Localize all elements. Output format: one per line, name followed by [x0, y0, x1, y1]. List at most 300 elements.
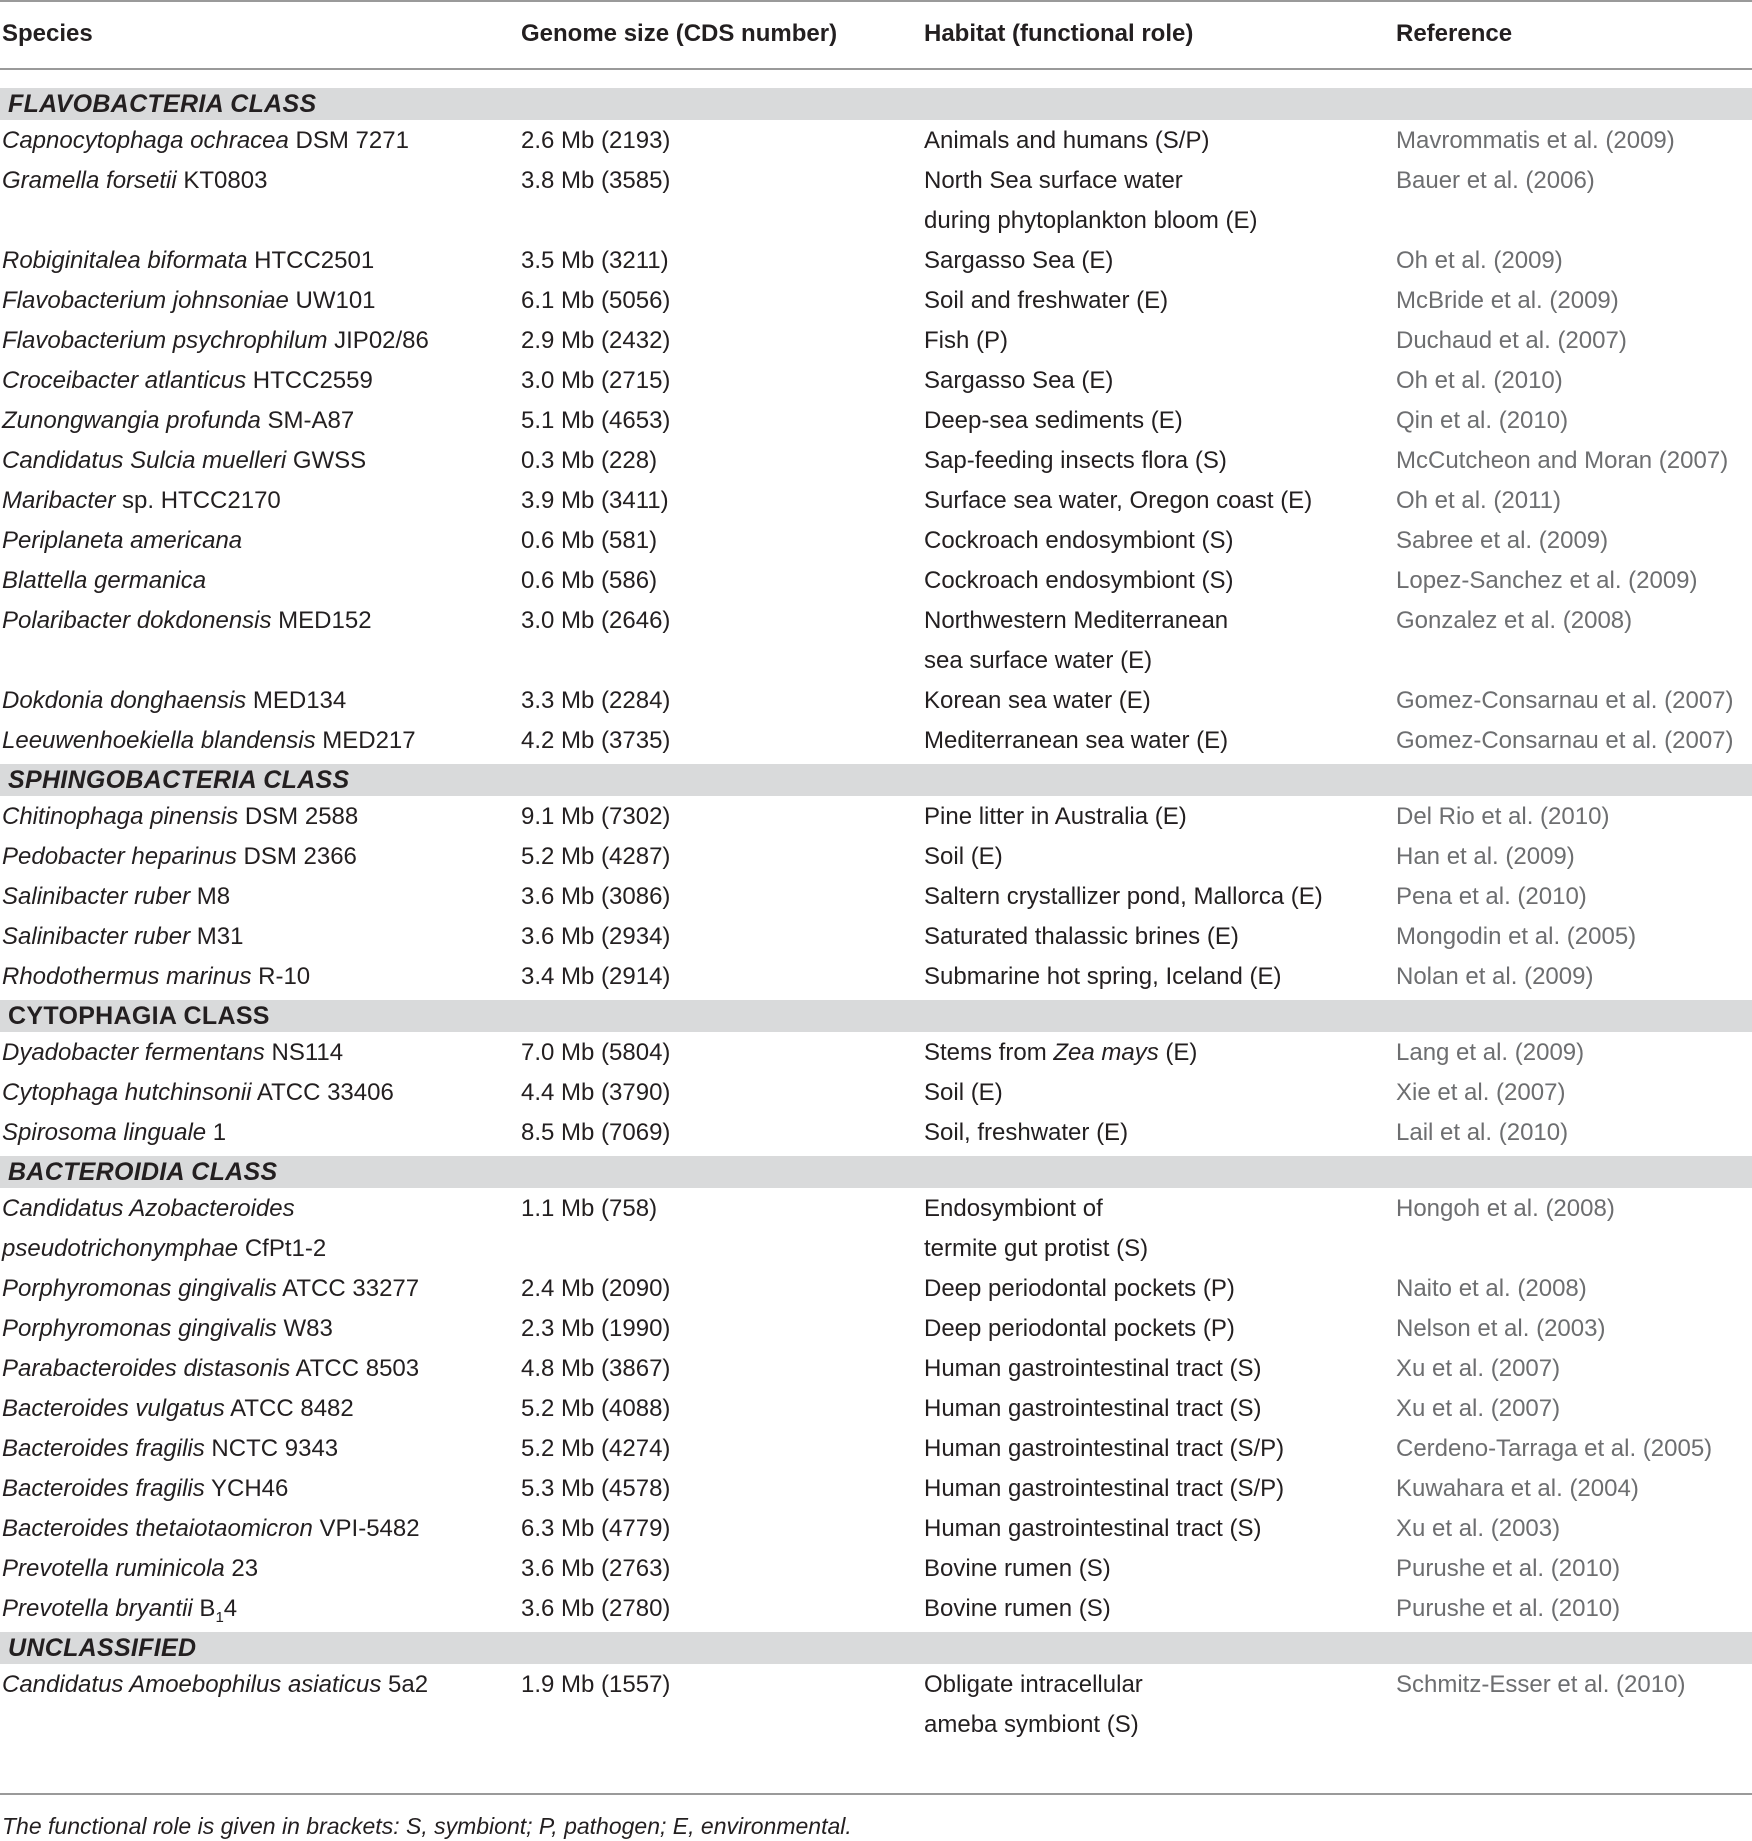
genome-size-value: 4.8 Mb (3867)	[521, 1355, 671, 1382]
habitat-line: Soil (E)	[924, 843, 1003, 870]
genome-size-value: 3.4 Mb (2914)	[521, 963, 671, 990]
habitat-cell	[924, 1389, 1261, 1429]
species-name: Rhodothermus marinus	[2, 963, 252, 990]
genome-size-value: 3.0 Mb (2715)	[521, 367, 671, 394]
species-name: Dyadobacter fermentans	[2, 1039, 265, 1066]
habitat-line: Obligate intracellular	[924, 1671, 1143, 1698]
genome-size-cell	[521, 1469, 670, 1509]
habitat-line: Soil (E)	[924, 1079, 1003, 1106]
reference-cell	[1396, 1073, 1565, 1113]
reference-cell	[1396, 957, 1593, 997]
habitat-cell	[924, 837, 1003, 877]
strain-label: ATCC 8503	[290, 1355, 420, 1382]
habitat-cell	[924, 721, 1228, 761]
strain-label: HTCC2501	[247, 247, 375, 274]
table-row	[0, 361, 1752, 401]
reference-text: Kuwahara et al. (2004)	[1396, 1475, 1639, 1502]
table-row	[0, 797, 1752, 837]
section-header	[0, 1000, 1752, 1032]
reference-cell	[1396, 1665, 1685, 1705]
habitat-cell	[924, 521, 1233, 561]
reference-cell	[1396, 1429, 1712, 1469]
species-name: Salinibacter ruber	[2, 923, 191, 950]
table-row	[0, 241, 1752, 281]
species-cell	[2, 1269, 419, 1309]
genome-size-value: 3.6 Mb (2763)	[521, 1555, 671, 1582]
reference-cell	[1396, 681, 1734, 721]
table-row	[0, 1269, 1752, 1309]
species-line	[2, 1549, 258, 1589]
genome-size-cell	[521, 1589, 670, 1629]
reference-text: Xu et al. (2007)	[1396, 1395, 1561, 1422]
reference-text: Nolan et al. (2009)	[1396, 963, 1594, 990]
strain-label: sp. HTCC2170	[115, 487, 281, 514]
species-line	[2, 281, 376, 321]
reference-text: Gonzalez et al. (2008)	[1396, 607, 1633, 634]
species-name: Flavobacterium psychrophilum	[2, 327, 328, 354]
species-cell	[2, 1589, 237, 1629]
strain-label: CfPt1-2	[238, 1235, 327, 1262]
genome-size-value: 3.9 Mb (3411)	[521, 487, 669, 514]
header-habitat: Habitat (functional role)	[924, 20, 1194, 47]
table-header	[0, 0, 1752, 70]
species-cell	[2, 1389, 354, 1429]
reference-text: Gomez-Consarnau et al. (2007)	[1396, 727, 1734, 754]
section-title: UNCLASSIFIED	[8, 1634, 197, 1662]
habitat-cell	[924, 1469, 1284, 1509]
section-title: CYTOPHAGIA CLASS	[8, 1002, 270, 1030]
species-name: Parabacteroides distasonis	[2, 1355, 291, 1382]
species-name: Bacteroides thetaiotaomicron	[2, 1515, 313, 1542]
species-cell	[2, 401, 354, 441]
habitat-line: during phytoplankton bloom (E)	[924, 207, 1258, 234]
section-header	[0, 88, 1752, 120]
genome-size-value: 3.0 Mb (2646)	[521, 607, 671, 634]
habitat-cell	[924, 281, 1168, 321]
habitat-cell	[924, 601, 1228, 681]
reference-text: Oh et al. (2010)	[1396, 367, 1563, 394]
genome-size-cell	[521, 281, 670, 321]
strain-subscript: 1	[215, 1609, 224, 1626]
habitat-line: Sap-feeding insects flora (S)	[924, 447, 1227, 474]
species-line	[2, 721, 416, 761]
genome-size-cell	[521, 361, 670, 401]
habitat-cell	[924, 681, 1151, 721]
reference-cell	[1396, 1389, 1560, 1429]
habitat-cell	[924, 481, 1312, 521]
strain-label: NCTC 9343	[204, 1435, 339, 1462]
species-name: Bacteroides vulgatus	[2, 1395, 225, 1422]
genome-size-value: 0.3 Mb (228)	[521, 447, 658, 474]
species-line	[2, 161, 267, 201]
strain-label: ATCC 33277	[276, 1275, 420, 1302]
table-row	[0, 1509, 1752, 1549]
header-reference: Reference	[1396, 20, 1513, 47]
species-name: Zunongwangia profunda	[2, 407, 261, 434]
genome-size-cell	[521, 1549, 670, 1589]
species-line	[2, 241, 374, 281]
species-cell	[2, 917, 243, 957]
species-line	[2, 957, 310, 997]
reference-text: Nelson et al. (2003)	[1396, 1315, 1606, 1342]
genome-size-value: 5.3 Mb (4578)	[521, 1475, 671, 1502]
species-name: Gramella forsetii	[2, 167, 177, 194]
species-name: Croceibacter atlanticus	[2, 367, 247, 394]
reference-cell	[1396, 241, 1563, 281]
species-cell	[2, 1469, 288, 1509]
strain-label: UW101	[288, 287, 376, 314]
genome-size-value: 9.1 Mb (7302)	[521, 803, 671, 830]
habitat-line: termite gut protist (S)	[924, 1235, 1149, 1262]
reference-cell	[1396, 281, 1619, 321]
habitat-line: sea surface water (E)	[924, 647, 1153, 674]
species-cell	[2, 601, 372, 641]
genome-size-cell	[521, 837, 670, 877]
genome-size-value: 6.1 Mb (5056)	[521, 287, 671, 314]
strain-label: 5a2	[381, 1671, 429, 1698]
species-name: Pedobacter heparinus	[2, 843, 237, 870]
strain-label: DSM 2366	[236, 843, 357, 870]
reference-text: Schmitz-Esser et al. (2010)	[1396, 1671, 1686, 1698]
habitat-cell	[924, 321, 1008, 361]
section-header	[0, 764, 1752, 796]
species-line	[2, 681, 346, 721]
genome-size-value: 3.8 Mb (3585)	[521, 167, 671, 194]
species-cell	[2, 837, 357, 877]
table-row	[0, 1469, 1752, 1509]
reference-cell	[1396, 601, 1632, 641]
genome-size-cell	[521, 521, 657, 561]
genome-size-cell	[521, 561, 657, 601]
genome-size-value: 8.5 Mb (7069)	[521, 1119, 671, 1146]
habitat-line: Deep-sea sediments (E)	[924, 407, 1183, 434]
table-row	[0, 721, 1752, 761]
reference-text: Mavrommatis et al. (2009)	[1396, 127, 1675, 154]
genome-size-value: 1.1 Mb (758)	[521, 1195, 658, 1222]
reference-text: Qin et al. (2010)	[1396, 407, 1569, 434]
genome-size-cell	[521, 441, 657, 481]
section-header	[0, 1156, 1752, 1188]
habitat-line: Cockroach endosymbiont (S)	[924, 567, 1234, 594]
species-name: Candidatus Azobacteroides	[2, 1195, 295, 1222]
strain-label: SM-A87	[260, 407, 355, 434]
genome-size-value: 1.9 Mb (1557)	[521, 1671, 671, 1698]
species-line	[2, 1389, 354, 1429]
habitat-line: Northwestern Mediterranean	[924, 607, 1229, 634]
strain-label: KT0803	[176, 167, 268, 194]
strain-label: DSM 2588	[238, 803, 359, 830]
reference-cell	[1396, 917, 1636, 957]
habitat-cell	[924, 1269, 1235, 1309]
species-line	[2, 1589, 237, 1629]
genome-size-cell	[521, 241, 669, 281]
reference-text: Bauer et al. (2006)	[1396, 167, 1595, 194]
habitat-line: Mediterranean sea water (E)	[924, 727, 1229, 754]
table-row	[0, 877, 1752, 917]
habitat-species: Zea mays	[1053, 1039, 1159, 1066]
species-cell	[2, 1309, 333, 1349]
genome-size-cell	[521, 957, 670, 997]
species-line	[2, 361, 373, 401]
habitat-cell	[924, 1429, 1284, 1469]
habitat-cell	[924, 561, 1233, 601]
strain-label: YCH46	[204, 1475, 289, 1502]
habitat-line: Human gastrointestinal tract (S)	[924, 1395, 1262, 1422]
habitat-line: Human gastrointestinal tract (S)	[924, 1515, 1262, 1542]
reference-cell	[1396, 1349, 1560, 1389]
reference-text: Naito et al. (2008)	[1396, 1275, 1587, 1302]
genome-size-cell	[521, 1113, 670, 1153]
species-line	[2, 917, 243, 957]
reference-cell	[1396, 1189, 1615, 1229]
habitat-line: Endosymbiont of	[924, 1195, 1103, 1222]
table-row	[0, 1589, 1752, 1629]
habitat-line: Surface sea water, Oregon coast (E)	[924, 487, 1313, 514]
reference-cell	[1396, 521, 1608, 561]
species-line	[2, 1665, 428, 1705]
species-cell	[2, 1509, 420, 1549]
genome-size-cell	[521, 721, 670, 761]
strain-label: MED217	[315, 727, 416, 754]
habitat-cell	[924, 957, 1282, 997]
habitat-text: Stems from	[924, 1039, 1054, 1066]
genome-size-cell	[521, 1509, 670, 1549]
habitat-cell	[924, 1113, 1128, 1153]
species-name: Porphyromonas gingivalis	[2, 1315, 277, 1342]
habitat-cell	[924, 441, 1227, 481]
genome-size-value: 2.6 Mb (2193)	[521, 127, 671, 154]
reference-cell	[1396, 797, 1609, 837]
table-row	[0, 1549, 1752, 1589]
genome-size-cell	[521, 1073, 670, 1113]
habitat-line: Saltern crystallizer pond, Mallorca (E)	[924, 883, 1323, 910]
species-line	[2, 1033, 343, 1073]
habitat-line: Bovine rumen (S)	[924, 1595, 1111, 1622]
reference-text: Hongoh et al. (2008)	[1396, 1195, 1615, 1222]
strain-label: NS114	[264, 1039, 344, 1066]
species-cell	[2, 1189, 326, 1269]
species-name: Salinibacter ruber	[2, 883, 191, 910]
reference-cell	[1396, 1269, 1587, 1309]
reference-cell	[1396, 837, 1575, 877]
genome-size-cell	[521, 877, 670, 917]
reference-cell	[1396, 121, 1675, 161]
habitat-cell	[924, 877, 1323, 917]
species-name: Capnocytophaga ochracea	[2, 127, 289, 154]
habitat-cell	[924, 1309, 1235, 1349]
reference-cell	[1396, 1589, 1620, 1629]
species-line	[2, 1269, 419, 1309]
species-line	[2, 441, 366, 481]
table-row	[0, 1073, 1752, 1113]
habitat-cell	[924, 241, 1113, 281]
habitat-line: Korean sea water (E)	[924, 687, 1151, 714]
genome-size-value: 0.6 Mb (586)	[521, 567, 658, 594]
genome-size-value: 2.4 Mb (2090)	[521, 1275, 671, 1302]
strain-label: 23	[224, 1555, 259, 1582]
reference-cell	[1396, 1113, 1568, 1153]
table-row	[0, 1389, 1752, 1429]
reference-text: Cerdeno-Tarraga et al. (2005)	[1396, 1435, 1713, 1462]
species-cell	[2, 241, 374, 281]
reference-cell	[1396, 561, 1698, 601]
species-cell	[2, 681, 346, 721]
reference-text: Gomez-Consarnau et al. (2007)	[1396, 687, 1734, 714]
table-row	[0, 957, 1752, 997]
section-header	[0, 1632, 1752, 1664]
reference-cell	[1396, 877, 1587, 917]
genome-size-cell	[521, 1389, 670, 1429]
habitat-cell	[924, 121, 1209, 161]
species-name: Robiginitalea biformata	[2, 247, 248, 274]
habitat-cell	[924, 1073, 1003, 1113]
species-name: Blattella germanica	[2, 567, 207, 594]
genome-size-value: 6.3 Mb (4779)	[521, 1515, 671, 1542]
species-line	[2, 1469, 288, 1509]
species-cell	[2, 361, 373, 401]
species-line	[2, 481, 281, 521]
habitat-line: North Sea surface water	[924, 167, 1183, 194]
genome-size-cell	[521, 1349, 670, 1389]
habitat-line	[924, 1033, 1197, 1073]
reference-text: Han et al. (2009)	[1396, 843, 1575, 870]
genome-size-value: 4.2 Mb (3735)	[521, 727, 671, 754]
species-name: Flavobacterium johnsoniae	[2, 287, 289, 314]
genome-size-value: 3.6 Mb (3086)	[521, 883, 671, 910]
species-line	[2, 1509, 420, 1549]
strain-label: W83	[276, 1315, 333, 1342]
habitat-line: Saturated thalassic brines (E)	[924, 923, 1239, 950]
reference-cell	[1396, 401, 1568, 441]
genome-size-cell	[521, 1269, 670, 1309]
habitat-line: Animals and humans (S/P)	[924, 127, 1210, 154]
habitat-line: Soil and freshwater (E)	[924, 287, 1169, 314]
strain-label: MED152	[271, 607, 372, 634]
reference-text: Lopez-Sanchez et al. (2009)	[1396, 567, 1698, 594]
species-line	[2, 1229, 326, 1269]
genome-size-value: 4.4 Mb (3790)	[521, 1079, 671, 1106]
table-row	[0, 561, 1752, 601]
habitat-cell	[924, 1665, 1143, 1745]
habitat-line: Human gastrointestinal tract (S/P)	[924, 1475, 1285, 1502]
section-title: BACTEROIDIA CLASS	[8, 1158, 278, 1186]
table-body	[0, 88, 1752, 1745]
species-name: Candidatus Sulcia muelleri	[2, 447, 287, 474]
species-cell	[2, 1113, 226, 1153]
habitat-cell	[924, 797, 1187, 837]
species-name: Prevotella ruminicola	[2, 1555, 225, 1582]
species-cell	[2, 561, 206, 601]
genome-size-value: 5.2 Mb (4287)	[521, 843, 671, 870]
reference-cell	[1396, 481, 1561, 521]
table-row	[0, 121, 1752, 161]
table-row	[0, 401, 1752, 441]
table-row	[0, 1033, 1752, 1073]
genome-size-cell	[521, 1429, 670, 1469]
reference-text: Purushe et al. (2010)	[1396, 1555, 1621, 1582]
table-bottom-rule	[0, 1793, 1752, 1795]
table-row	[0, 681, 1752, 721]
species-cell	[2, 721, 416, 761]
habitat-line: Human gastrointestinal tract (S/P)	[924, 1435, 1285, 1462]
reference-cell	[1396, 1549, 1620, 1589]
genome-size-value: 0.6 Mb (581)	[521, 527, 658, 554]
species-cell	[2, 121, 409, 161]
strain-label: HTCC2559	[246, 367, 373, 394]
habitat-cell	[924, 1349, 1261, 1389]
species-line	[2, 797, 358, 837]
species-line	[2, 1189, 326, 1229]
species-name: Candidatus Amoebophilus asiaticus	[2, 1671, 382, 1698]
table-row	[0, 1429, 1752, 1469]
species-name: Chitinophaga pinensis	[2, 803, 239, 830]
habitat-role: (E)	[1158, 1039, 1198, 1066]
habitat-line: Bovine rumen (S)	[924, 1555, 1111, 1582]
genome-size-cell	[521, 1665, 670, 1705]
strain-label: VPI-5482	[312, 1515, 420, 1542]
species-name: Maribacter	[2, 487, 116, 514]
table-row	[0, 917, 1752, 957]
genome-size-cell	[521, 321, 670, 361]
habitat-cell	[924, 917, 1239, 957]
strain-suffix: 4	[223, 1595, 238, 1622]
species-name: Cytophaga hutchinsonii	[2, 1079, 252, 1106]
species-line	[2, 321, 429, 361]
species-cell	[2, 1665, 428, 1705]
table-footnote: The functional role is given in brackets: S, symbiont; P, pathogen; E, environmental.	[2, 1813, 852, 1839]
genome-size-cell	[521, 1033, 670, 1073]
reference-cell	[1396, 161, 1595, 201]
species-cell	[2, 797, 358, 837]
strain-label: ATCC 8482	[224, 1395, 354, 1422]
table-row	[0, 481, 1752, 521]
species-cell	[2, 481, 281, 521]
header-genome-size: Genome size (CDS number)	[521, 20, 838, 47]
genome-size-value: 5.2 Mb (4274)	[521, 1435, 671, 1462]
species-line	[2, 1429, 338, 1469]
habitat-cell	[924, 1589, 1111, 1629]
genome-size-cell	[521, 481, 669, 521]
reference-text: Duchaud et al. (2007)	[1396, 327, 1627, 354]
species-line	[2, 1073, 394, 1113]
habitat-line: Deep periodontal pockets (P)	[924, 1275, 1235, 1302]
reference-cell	[1396, 1033, 1584, 1073]
genome-size-cell	[521, 1309, 670, 1349]
species-line	[2, 401, 354, 441]
species-cell	[2, 161, 267, 201]
genome-size-cell	[521, 917, 670, 957]
header-species: Species	[2, 20, 93, 47]
species-line	[2, 1349, 419, 1389]
habitat-line: Sargasso Sea (E)	[924, 247, 1114, 274]
habitat-cell	[924, 1033, 1197, 1073]
reference-cell	[1396, 441, 1728, 481]
genome-size-value: 3.3 Mb (2284)	[521, 687, 671, 714]
species-cell	[2, 521, 242, 561]
species-name: Bacteroides fragilis	[2, 1435, 205, 1462]
reference-cell	[1396, 321, 1627, 361]
species-line	[2, 121, 409, 161]
reference-text: Lang et al. (2009)	[1396, 1039, 1585, 1066]
reference-text: Xie et al. (2007)	[1396, 1079, 1566, 1106]
species-name: Periplaneta americana	[2, 527, 243, 554]
strain-label: M31	[190, 923, 244, 950]
habitat-line: Human gastrointestinal tract (S)	[924, 1355, 1262, 1382]
table-row	[0, 1349, 1752, 1389]
genome-size-cell	[521, 401, 670, 441]
genome-size-cell	[521, 161, 670, 201]
genome-size-value: 5.1 Mb (4653)	[521, 407, 671, 434]
